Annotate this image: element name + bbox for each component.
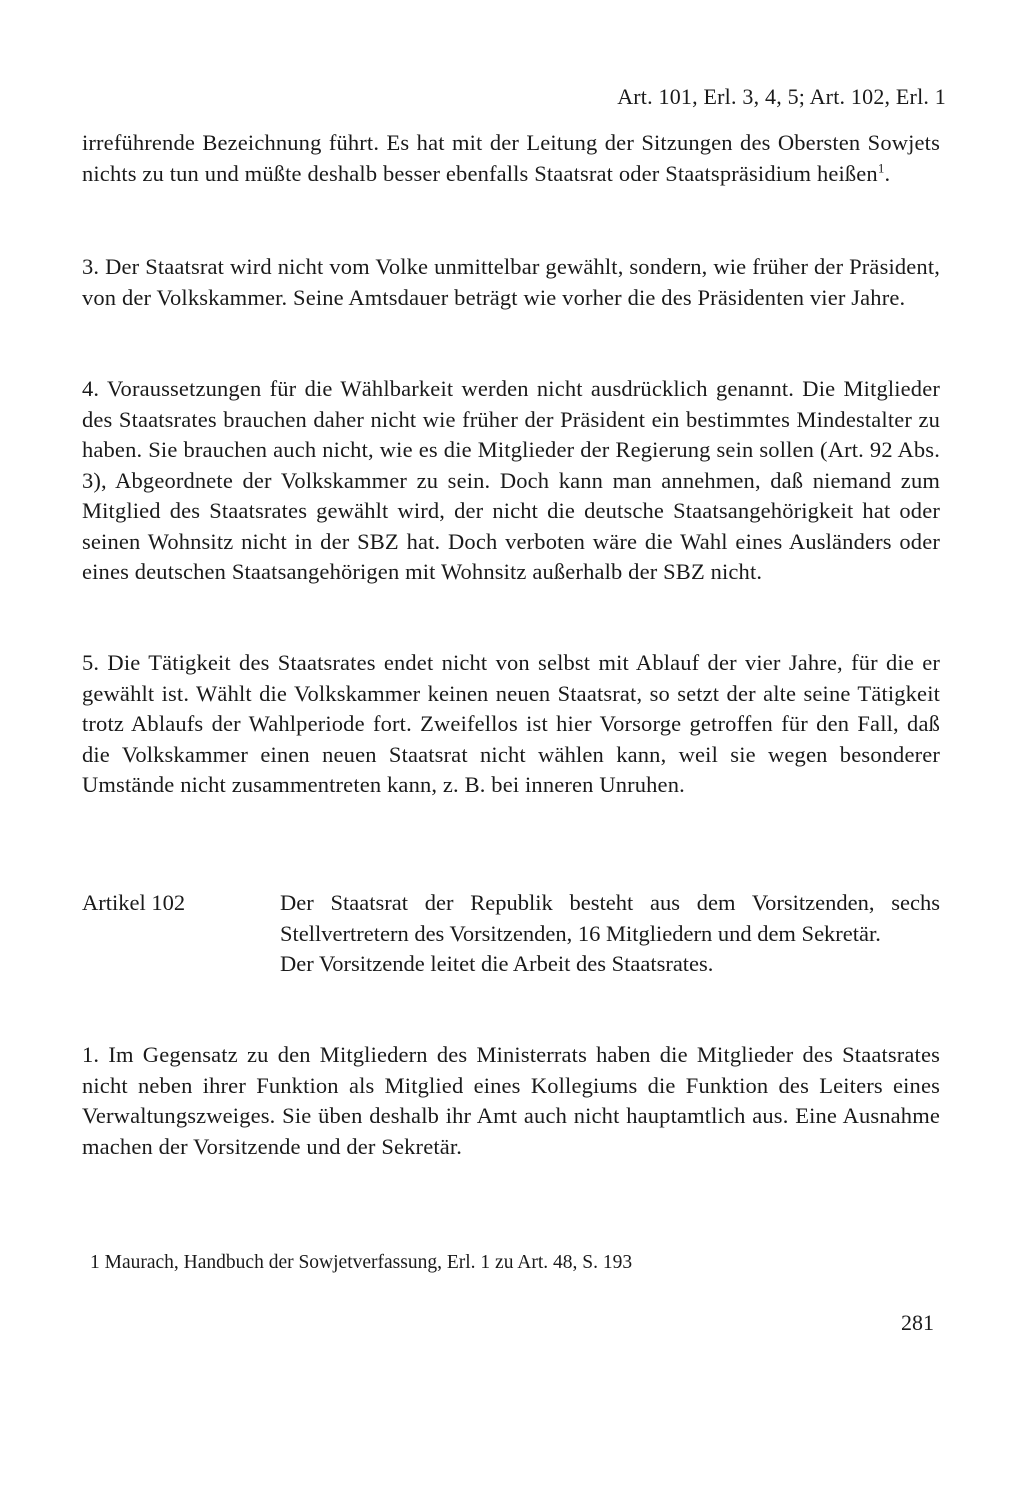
paragraph-erl-5: 5. Die Tätigkeit des Staatsrates endet nicht von selbst mit Ablauf der vier Jahre, für die er gewählt ist. Wählt die Volkskammer keinen neuen Staatsrat, so setzt der alte seine Tätigkeit trotz Ablaufs der Wahlperiode fort. Zweifellos ist hier Vorsorge getroffen für den Fall, daß die Volkskammer einen neuen Staatsrat nicht wählen kann, weil sie wegen besonderer Umstände nicht zusammentreten kann, z. B. bei inneren Unruhen. xyxy=(82,650,940,797)
footnote: 1 Maurach, Handbuch der Sowjetverfassung, Erl. 1 zu Art. 48, S. 193 xyxy=(90,1252,633,1273)
paragraph-continuation-end: . xyxy=(884,160,891,186)
article-label: Artikel 102 xyxy=(82,890,186,915)
page-number: 281 xyxy=(901,1310,934,1335)
article-text xyxy=(280,888,940,980)
running-head: Art. 101, Erl. 3, 4, 5; Art. 102, Erl. 1 xyxy=(617,84,946,109)
footnote-reference[interactable]: 1 xyxy=(877,160,885,175)
paragraph-continuation xyxy=(82,128,940,189)
paragraph-erl-3: 3. Der Staatsrat wird nicht vom Volke unmittelbar gewählt, sondern, wie früher der Präsident, von der Volkskammer. Seine Amtsdauer beträgt wie vorher die des Präsidenten vier Jahre. xyxy=(82,254,940,310)
paragraph-erl-4: 4. Voraussetzungen für die Wählbarkeit werden nicht ausdrücklich genannt. Die Mitglieder des Staatsrates brauchen daher nicht wie früher der Präsident ein bestimmtes Mindestalter zu haben. Sie brauchen auch nicht, wie es die Mitglieder der Regierung sein sollen (Art. 92 Abs. 3), Abgeordnete der Volkskammer zu sein. Doch kann man annehmen, daß niemand zum Mitglied des Staatsrates gewählt wird, der nicht die deutsche Staatsangehörigkeit hat oder seinen Wohnsitz nicht in der SBZ hat. Doch verboten wäre die Wahl eines Ausländers oder eines deutschen Staatsangehörigen mit Wohnsitz außerhalb der SBZ nicht. xyxy=(82,376,940,584)
article-text-sentence-2: Der Vorsitzende leitet die Arbeit des Staatsrates. xyxy=(280,951,714,976)
article-text-sentence-1: Der Staatsrat der Republik besteht aus dem Vorsitzenden, sechs Stellvertretern des Vorsitzenden, 16 Mitgliedern und dem Sekretär. xyxy=(280,890,940,946)
paragraph-continuation-text: irreführende Bezeichnung führt. Es hat mit der Leitung der Sitzungen des Obersten Sowjets nichts zu tun und müßte deshalb besser ebenfalls Staatsrat oder Staatspräsidium heißen xyxy=(82,130,940,186)
paragraph-art102-erl-1: 1. Im Gegensatz zu den Mitgliedern des Ministerrats haben die Mitglieder des Staatsrates nicht neben ihrer Funktion als Mitglied eines Kollegiums die Funktion des Leiters eines Verwaltungszweiges. Sie üben deshalb ihr Amt auch nicht hauptamtlich aus. Eine Ausnahme machen der Vorsitzende und der Sekretär. xyxy=(82,1042,940,1159)
